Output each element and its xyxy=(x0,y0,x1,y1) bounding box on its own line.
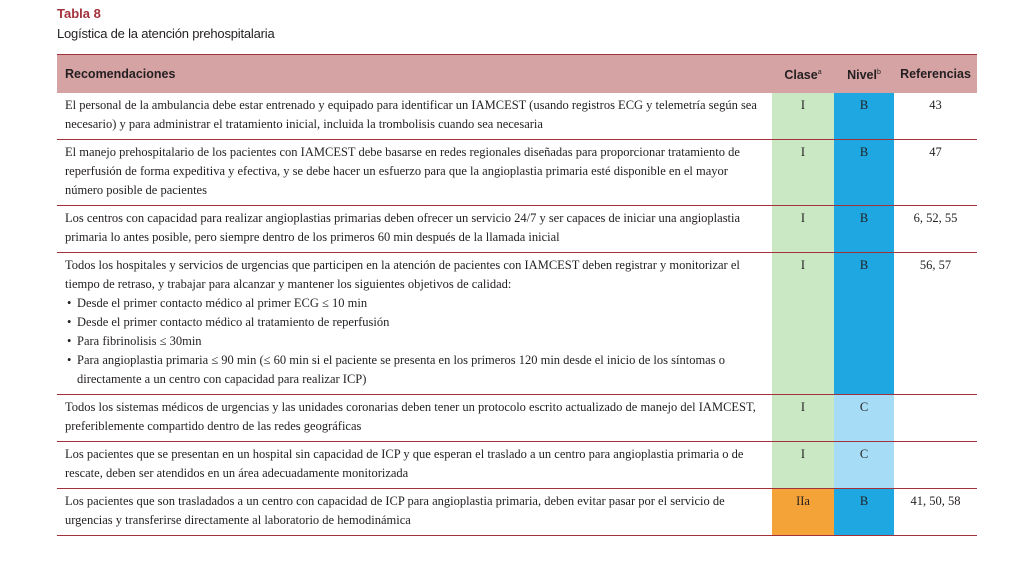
recommendation-text: El manejo prehospitalario de los pacientes con IAMCEST debe basarse en redes regionales diseñadas para proporcionar tratamiento de reperfusión de forma expeditiva y efectiva, y se debe hacer un esfuerzo para que la angioplastia primaria esté disponible en el mayor número posible de pacientes xyxy=(57,140,772,206)
referencias-cell: 56, 57 xyxy=(894,253,977,395)
list-item: • Desde el primer contacto médico al tratamiento de reperfusión xyxy=(65,313,766,332)
recommendations-table xyxy=(57,54,977,536)
table-row xyxy=(57,442,977,489)
recommendation-text: El personal de la ambulancia debe estar entrenado y equipado para identificar un IAMCEST (usando registros ECG y telemetría según sea necesario) y para administrar el tratamiento inicial, incluida la trombolisis cuando sea necesaria xyxy=(57,93,772,140)
recommendation-text: Los pacientes que son trasladados a un centro con capacidad de ICP para angioplastia primaria, deben evitar pasar por el servicio de urgencias y transferirse directamente al laboratorio de hemodinámica xyxy=(57,489,772,536)
table-row xyxy=(57,489,977,536)
list-item: • Para fibrinolisis ≤ 30min xyxy=(65,332,766,351)
header-nivel-label: Nivel xyxy=(847,68,877,83)
recommendation-text: Todos los sistemas médicos de urgencias y las unidades coronarias deben tener un protocolo escrito actualizado de manejo del IAMCEST, preferiblemente compartido dentro de las redes geográficas xyxy=(57,395,772,442)
header-nivel-footnote: b xyxy=(876,68,881,76)
clase-cell: IIa xyxy=(772,489,834,536)
nivel-cell: B xyxy=(834,489,894,536)
recommendation-text: Los centros con capacidad para realizar angioplastias primarias deben ofrecer un servicio 24/7 y ser capaces de iniciar una angioplastia primaria lo antes posible, pero siempre dentro de los primeros 60 min después de la llamada inicial xyxy=(57,206,772,253)
header-recomendaciones: Recomendaciones xyxy=(57,55,772,94)
clase-cell: I xyxy=(772,253,834,395)
referencias-cell: 6, 52, 55 xyxy=(894,206,977,253)
table-row xyxy=(57,140,977,206)
nivel-cell: B xyxy=(834,206,894,253)
recommendation-cell xyxy=(57,253,772,395)
nivel-cell: C xyxy=(834,442,894,489)
table-row xyxy=(57,253,977,395)
clase-cell: I xyxy=(772,140,834,206)
referencias-cell: 43 xyxy=(894,93,977,140)
recommendation-text: Todos los hospitales y servicios de urgencias que participen en la atención de pacientes con IAMCEST deben registrar y monitorizar el tiempo de retraso, y trabajar para alcanzar y mantener los siguientes objetivos de calidad: xyxy=(65,258,740,291)
nivel-cell: B xyxy=(834,140,894,206)
table-number: Tabla 8 xyxy=(57,6,101,21)
header-clase-footnote: a xyxy=(817,68,822,76)
nivel-cell: B xyxy=(834,253,894,395)
table-row xyxy=(57,395,977,442)
header-referencias: Referencias xyxy=(894,55,977,94)
table-row xyxy=(57,93,977,140)
list-item: • Para angioplastia primaria ≤ 90 min (≤ 60 min si el paciente se presenta en los primeros 120 min desde el inicio de los síntomas o directamente a un centro con capacidad para realizar ICP) xyxy=(65,351,766,389)
referencias-cell xyxy=(894,395,977,442)
header-clase xyxy=(772,55,834,94)
table-caption: Logística de la atención prehospitalaria xyxy=(57,26,275,41)
table-header-row xyxy=(57,55,977,94)
list-item: • Desde el primer contacto médico al primer ECG ≤ 10 min xyxy=(65,294,766,313)
clase-cell: I xyxy=(772,93,834,140)
referencias-cell xyxy=(894,442,977,489)
quality-objectives-list xyxy=(65,294,766,389)
clase-cell: I xyxy=(772,442,834,489)
clase-cell: I xyxy=(772,395,834,442)
referencias-cell: 47 xyxy=(894,140,977,206)
nivel-cell: C xyxy=(834,395,894,442)
recommendation-text: Los pacientes que se presentan en un hospital sin capacidad de ICP y que esperan el traslado a un centro para angioplastia primaria o de rescate, deben ser atendidos en un área adecuadamente monitorizada xyxy=(57,442,772,489)
header-nivel xyxy=(834,55,894,94)
referencias-cell: 41, 50, 58 xyxy=(894,489,977,536)
clase-cell: I xyxy=(772,206,834,253)
table-row xyxy=(57,206,977,253)
nivel-cell: B xyxy=(834,93,894,140)
header-clase-label: Clase xyxy=(784,68,818,83)
